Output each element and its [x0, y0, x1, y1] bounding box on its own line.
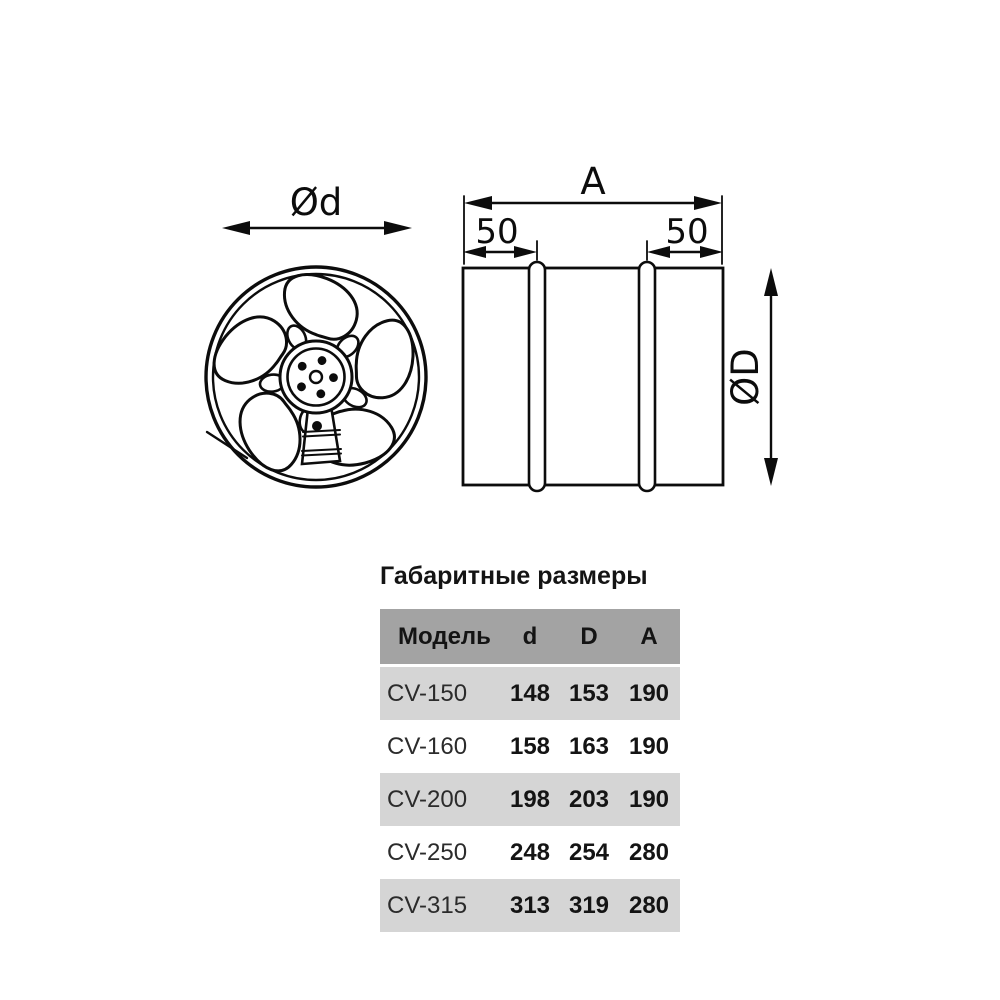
duct-flange-right-dim-label: 50 [665, 212, 709, 252]
fan-diameter-dim-label: Ød [289, 181, 343, 224]
table-row [380, 826, 680, 879]
column-header-model: Модель [398, 622, 491, 650]
duct-body [463, 268, 723, 485]
cell-D: 153 [568, 679, 610, 707]
table-header-row [380, 609, 680, 664]
fan-hub [280, 341, 352, 413]
column-header-d: d [522, 622, 538, 650]
duct-flange-left-dim-label: 50 [475, 212, 519, 252]
cell-A: 190 [628, 732, 670, 760]
duct-diameter-dim-label: ØD [724, 348, 767, 406]
cell-model: CV-315 [387, 891, 468, 919]
cell-d: 248 [509, 838, 551, 866]
cell-d: 158 [509, 732, 551, 760]
cell-d: 148 [509, 679, 551, 707]
cell-model: CV-160 [387, 732, 468, 760]
cell-model: CV-250 [387, 838, 468, 866]
cell-A: 280 [628, 891, 670, 919]
fan-hub-center-hole [310, 371, 322, 383]
dimensions-section [380, 562, 680, 932]
duct-side-view [463, 160, 778, 491]
cell-model: CV-200 [387, 785, 468, 813]
cell-d: 198 [509, 785, 551, 813]
column-header-D: D [580, 622, 598, 650]
duct-length-dim-label: A [580, 160, 606, 203]
column-header-A: A [640, 622, 658, 650]
cell-A: 280 [628, 838, 670, 866]
table-row [380, 720, 680, 773]
duct-bead-left [529, 262, 545, 491]
table-row [380, 879, 680, 932]
cell-A: 190 [628, 785, 670, 813]
cell-D: 254 [568, 838, 610, 866]
cell-D: 163 [568, 732, 610, 760]
fan-front-view [206, 181, 426, 487]
table-title: Габаритные размеры [380, 562, 648, 590]
dimensions-table [380, 609, 680, 932]
duct-bead-right [639, 262, 655, 491]
cell-A: 190 [628, 679, 670, 707]
cell-D: 203 [568, 785, 610, 813]
table-row [380, 667, 680, 720]
cell-d: 313 [509, 891, 551, 919]
cell-D: 319 [568, 891, 610, 919]
cell-model: CV-150 [387, 679, 468, 707]
table-row [380, 773, 680, 826]
